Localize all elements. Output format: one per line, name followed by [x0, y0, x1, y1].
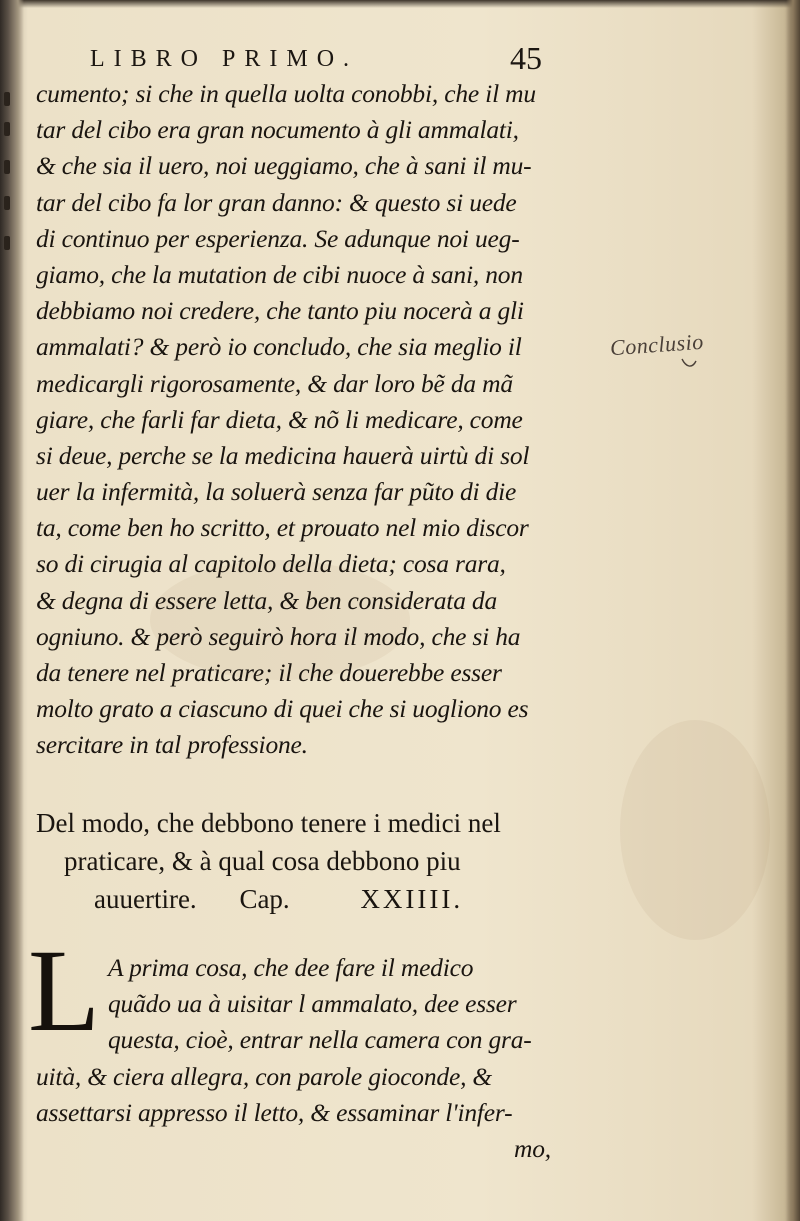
chapter-heading-line: [36, 880, 606, 918]
text-line: A prima cosa, che dee fare il medico: [108, 953, 474, 982]
chapter-heading: [36, 804, 606, 918]
body-text: [36, 76, 626, 764]
text-line: ammalati? & però io concludo, che sia meglio il: [36, 332, 522, 362]
text-line: sercitare in tal professione.: [36, 730, 308, 760]
text-line: medicargli rigorosamente, & dar loro bẽ da mã: [36, 368, 513, 398]
text-line: assettarsi appresso il letto, & essaminar l'infer-: [36, 1097, 513, 1127]
text-line: debbiamo noi credere, che tanto piu nocerà a gli: [36, 296, 524, 326]
handwritten-flourish: [680, 355, 698, 371]
gutter-mark: [4, 92, 10, 106]
text-line: ta, come ben ho scritto, et prouato nel mio discor: [36, 513, 529, 543]
chapter-heading-word: auuertire.: [94, 884, 197, 914]
gutter-mark: [4, 196, 10, 210]
text-line: di continuo per esperienza. Se adunque noi ueg-: [36, 223, 520, 253]
binding-gutter: [0, 0, 24, 1221]
text-line: & degna di essere letta, & ben considerata da: [36, 585, 498, 615]
gutter-mark: [4, 160, 10, 174]
gutter-mark: [4, 122, 10, 136]
page-top-shadow: [0, 0, 800, 8]
paper-stain: [620, 720, 770, 940]
page-number: 45: [510, 40, 542, 76]
chapter-heading-line: Del modo, che debbono tenere i medici nel: [36, 808, 501, 838]
text-line: so di cirugia al capitolo della dieta; cosa rara,: [36, 549, 506, 579]
chapter-heading-line: praticare, & à qual cosa debbono piu: [64, 846, 461, 876]
text-line: giare, che farli far dieta, & nõ li medicare, come: [36, 404, 523, 434]
handwritten-margin-note: Conclusio: [609, 328, 705, 361]
gutter-mark: [4, 236, 10, 250]
chapter-body-text: [36, 950, 626, 1167]
text-line: giamo, che la mutation de cibi nuoce à sani, non: [36, 259, 523, 289]
text-line: uità, & ciera allegra, con parole gioconde, &: [36, 1061, 493, 1091]
text-line: questa, cioè, entrar nella camera con gra-: [108, 1025, 532, 1055]
text-line: uer la infermità, la soluerà senza far pũto di die: [36, 477, 517, 507]
text-line: molto grato a ciascuno di quei che si uogliono es: [36, 694, 529, 724]
text-line: & che sia il uero, noi ueggiamo, che à sani il mu-: [36, 151, 532, 181]
text-line: ogniuno. & però seguirò hora il modo, che si ha: [36, 621, 521, 651]
running-title: LIBRO PRIMO.: [90, 46, 359, 72]
text-line: da tenere nel praticare; il che douerebbe esser: [36, 658, 502, 687]
text-line: si deue, perche se la medicina hauerà uirtù di sol: [36, 440, 530, 470]
chapter-label: Cap.: [239, 884, 290, 914]
text-line: tar del cibo fa lor gran danno: & questo si uede: [36, 187, 517, 217]
text-line: cumento; si che in quella uolta conobbi, che il mu: [36, 79, 536, 108]
running-header: [90, 40, 590, 80]
text-line: tar del cibo era gran nocumento à gli ammalati,: [36, 115, 519, 145]
catchword: mo,: [514, 1133, 551, 1163]
chapter-number: XXIIII.: [360, 884, 464, 914]
text-line: quãdo ua à uisitar l ammalato, dee esser: [108, 989, 517, 1019]
drop-cap: L: [28, 925, 101, 1056]
page-edge-shadow: [786, 0, 800, 1221]
